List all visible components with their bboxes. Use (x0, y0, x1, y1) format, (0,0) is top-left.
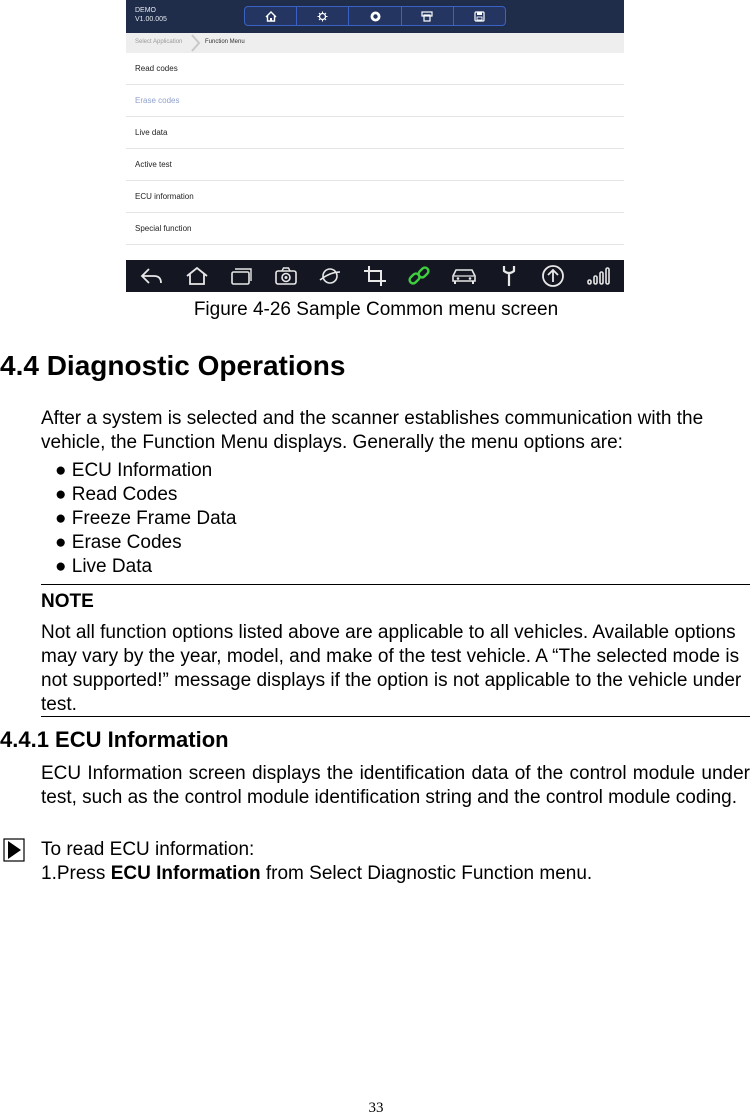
step-number: 1. (41, 863, 57, 884)
list-item (55, 531, 237, 555)
link-icon (407, 265, 431, 287)
windows-button[interactable] (228, 263, 254, 289)
menu-options-list (55, 459, 237, 579)
save-icon (474, 11, 485, 22)
app-info (135, 6, 167, 24)
signal-icon (586, 266, 610, 286)
print-icon (421, 11, 433, 22)
subsection-heading: 4.4.1 ECU Information (0, 727, 229, 752)
procedure-intro: To read ECU information: (41, 839, 255, 860)
list-item (55, 555, 237, 579)
vehicle-button[interactable] (451, 263, 477, 289)
print-button[interactable] (402, 7, 454, 25)
breadcrumb-select-application[interactable]: Select Application (135, 39, 183, 45)
save-button[interactable] (454, 7, 505, 25)
windows-icon (229, 266, 253, 286)
tools-button[interactable] (496, 263, 522, 289)
menu-item-ecu-information[interactable]: ECU information (126, 181, 624, 213)
link-button[interactable] (406, 263, 432, 289)
option-text: Live Data (71, 556, 153, 577)
app-name: DEMO (135, 7, 156, 14)
back-icon (140, 266, 164, 286)
option-text: Freeze Frame Data (71, 508, 237, 529)
list-item (55, 459, 237, 483)
step-suffix: from Select Diagnostic Function menu. (260, 863, 593, 884)
wrench-icon (499, 264, 519, 288)
function-menu-screenshot (126, 0, 624, 292)
procedure-step-1 (41, 862, 750, 886)
update-button[interactable] (540, 263, 566, 289)
browser-icon (318, 266, 342, 286)
crop-icon (363, 265, 387, 287)
option-text: Erase Codes (71, 532, 182, 553)
list-item (55, 483, 237, 507)
car-icon (451, 266, 477, 286)
chevron-right-icon (190, 34, 202, 52)
breadcrumb (126, 33, 624, 53)
camera-icon (274, 266, 298, 286)
signal-button[interactable] (585, 263, 611, 289)
option-text: Read Codes (71, 484, 178, 505)
menu-item-live-data[interactable]: Live data (126, 117, 624, 149)
menu-item-erase-codes[interactable]: Erase codes (126, 85, 624, 117)
home-button[interactable] (245, 7, 297, 25)
browser-button[interactable] (317, 263, 343, 289)
note-top-rule (41, 584, 750, 585)
record-button[interactable] (349, 7, 401, 25)
settings-icon (317, 11, 328, 22)
section-intro: After a system is selected and the scanner establishes communication with the vehicle, the Function Menu displays. Generally the menu options are: (41, 408, 704, 453)
page-number: 33 (368, 1100, 384, 1116)
option-text: ECU Information (71, 460, 213, 481)
bullet: ● (55, 484, 67, 505)
crop-button[interactable] (362, 263, 388, 289)
subsection-body: ECU Information screen displays the identification data of the control module under test, such as the control module identification string and the control module coding. (41, 763, 750, 808)
menu-item-read-codes[interactable]: Read codes (126, 53, 624, 85)
step-prefix: Press (56, 863, 111, 884)
menu-item-special-function[interactable]: Special function (126, 213, 624, 245)
function-menu-list (126, 53, 624, 245)
procedure-arrow-icon (3, 838, 25, 862)
bullet: ● (55, 556, 67, 577)
bullet: ● (55, 508, 67, 529)
figure-caption: Figure 4-26 Sample Common menu screen (193, 299, 559, 320)
breadcrumb-function-menu: Function Menu (205, 39, 245, 45)
top-bar (126, 0, 624, 33)
bullet: ● (55, 460, 67, 481)
settings-button[interactable] (297, 7, 349, 25)
section-heading: 4.4 Diagnostic Operations (0, 350, 346, 381)
home-nav-button[interactable] (184, 263, 210, 289)
home-icon (265, 11, 277, 22)
step-bold-term: ECU Information (110, 863, 261, 884)
bottom-nav-bar (126, 260, 624, 292)
note-title: NOTE (41, 591, 94, 612)
home-icon (185, 266, 209, 286)
note-text: Not all function options listed above are applicable to all vehicles. Available options may vary by the year, model, and make of the test vehicle. A “The selected mode is not supported!” message displays if the option is not applicable to the vehicle under test. (41, 622, 742, 715)
app-version: V1.00.005 (135, 16, 167, 23)
bullet: ● (55, 532, 67, 553)
record-icon (370, 11, 381, 22)
menu-item-active-test[interactable]: Active test (126, 149, 624, 181)
list-item (55, 507, 237, 531)
screenshot-button[interactable] (273, 263, 299, 289)
note-bottom-rule (41, 716, 750, 717)
upload-icon (541, 264, 565, 288)
back-button[interactable] (139, 263, 165, 289)
top-toolbar (244, 6, 506, 26)
